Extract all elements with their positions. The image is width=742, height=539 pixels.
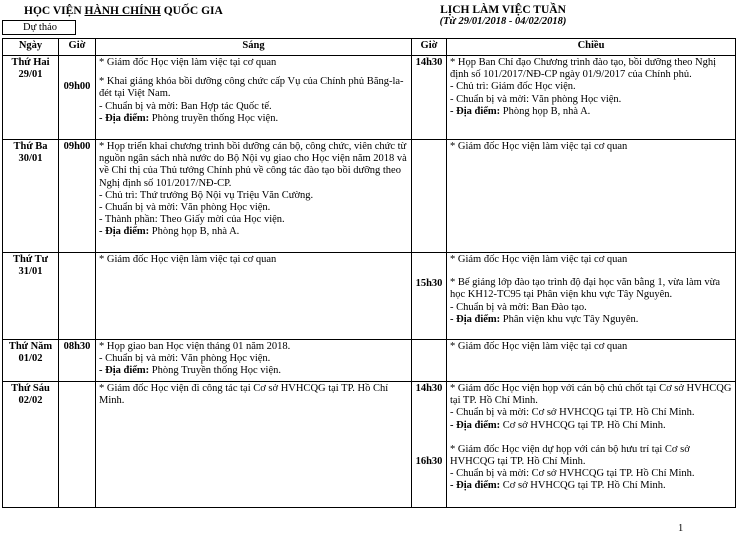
time-value: 14h30 bbox=[415, 57, 443, 68]
afternoon-time-cell bbox=[412, 253, 447, 340]
event-detail: - Chuẩn bị và mời: Văn phòng Học viện. bbox=[99, 202, 271, 214]
afternoon-cell bbox=[447, 56, 736, 140]
event-text: * Họp Ban Chỉ đạo Chương trình đào tạo, bồi dưỡng theo Nghị định số 101/2017/NĐ-CP ngày 01/9/2017 của Chính phủ. bbox=[450, 57, 717, 81]
event-text: * Họp triển khai chương trình bồi dưỡng cán bộ, công chức, viên chức từ nguồn ngân sách nhà nước do Bộ Nội vụ giao cho Học viện năm 2018 và về Chỉ thị của Thủ tướng Chính phủ về công tác đào tạo bồi dưỡng theo Nghị định số 101/2017/NĐ-CP. bbox=[99, 141, 407, 189]
day-cell bbox=[3, 140, 59, 253]
event-text: * Giám đốc Học viện họp với cán bộ chủ chốt tại Cơ sở HVHCQG tại TP. Hồ Chí Minh. bbox=[450, 383, 732, 407]
schedule-title: LỊCH LÀM VIỆC TUẦN bbox=[440, 4, 566, 16]
afternoon-cell bbox=[447, 340, 736, 382]
morning-time-cell bbox=[59, 382, 96, 508]
col-header-afternoon: Chiều bbox=[447, 39, 736, 56]
time-value: 14h30 bbox=[415, 383, 443, 394]
org-name-part: HỌC VIỆN bbox=[24, 5, 85, 17]
event-detail: - Chuẩn bị và mời: Cơ sở HVHCQG tại TP. Hồ Chí Minh. bbox=[450, 468, 695, 480]
table-row bbox=[3, 56, 736, 140]
location-value: Phòng họp B, nhà A. bbox=[149, 226, 240, 238]
event-location bbox=[99, 365, 408, 377]
location-value: Phòng Truyền thống Học viện. bbox=[149, 365, 282, 377]
day-date: 30/01 bbox=[18, 153, 43, 165]
morning-cell bbox=[96, 340, 412, 382]
col-header-time: Giờ bbox=[59, 39, 96, 56]
day-date: 02/02 bbox=[18, 395, 43, 407]
event-detail: - Chủ trì: Giám đốc Học viện. bbox=[450, 81, 576, 93]
time-value: 16h30 bbox=[415, 456, 443, 468]
event-location bbox=[99, 226, 408, 238]
morning-cell bbox=[96, 56, 412, 140]
event-text: * Khai giảng khóa bồi dưỡng công chức cấp Vụ của Chính phủ Băng-la-đét tại Việt Nam. bbox=[99, 76, 404, 100]
time-value: 09h00 bbox=[63, 141, 91, 152]
event-text: * Giám đốc Học viện dự họp với cán bộ hưu trí tại Cơ sở HVHCQG tại TP. Hồ Chí Minh. bbox=[450, 443, 690, 468]
table-header-row bbox=[3, 39, 736, 56]
morning-cell bbox=[96, 140, 412, 253]
day-cell bbox=[3, 340, 59, 382]
morning-time-cell bbox=[59, 253, 96, 340]
day-date: 29/01 bbox=[18, 69, 43, 81]
event-location bbox=[450, 480, 732, 492]
page-number: 1 bbox=[678, 523, 684, 534]
event-detail: - Thành phần: Theo Giấy mời của Học viện. bbox=[99, 214, 285, 226]
table-row bbox=[3, 340, 736, 382]
afternoon-time-cell bbox=[412, 340, 447, 382]
col-header-day: Ngày bbox=[3, 39, 59, 56]
event-location bbox=[450, 314, 732, 326]
time-value: 09h00 bbox=[63, 81, 91, 92]
table-row bbox=[3, 382, 736, 508]
day-date: 01/02 bbox=[18, 353, 43, 365]
day-date: 31/01 bbox=[18, 266, 43, 278]
day-name: Thứ Ba bbox=[13, 141, 48, 152]
org-name-underlined: HÀNH CHÍNH bbox=[84, 5, 161, 17]
event-text: * Giám đốc Học viện làm việc tại cơ quan bbox=[450, 341, 628, 352]
location-value: Phân viện khu vực Tây Nguyên. bbox=[500, 313, 639, 325]
morning-time-cell bbox=[59, 56, 96, 140]
afternoon-time-cell bbox=[412, 56, 447, 140]
location-value: Cơ sở HVHCQG tại TP. Hồ Chí Minh. bbox=[500, 480, 666, 492]
time-value: 08h30 bbox=[63, 341, 91, 352]
event-detail: - Chuẩn bị và mời: Văn phòng Học viện. bbox=[450, 93, 622, 105]
day-name: Thứ Năm bbox=[8, 341, 53, 352]
schedule-heading bbox=[428, 4, 578, 27]
afternoon-cell bbox=[447, 382, 736, 508]
day-name: Thứ Hai bbox=[11, 57, 50, 68]
table-row bbox=[3, 140, 736, 253]
draft-label: Dự thảo bbox=[2, 20, 76, 35]
event-detail: - Chuẩn bị và mời: Cơ sở HVHCQG tại TP. Hồ Chí Minh. bbox=[450, 407, 695, 419]
morning-cell bbox=[96, 253, 412, 340]
day-name: Thứ Tư bbox=[13, 254, 48, 265]
weekly-schedule-table bbox=[2, 38, 736, 508]
morning-cell bbox=[96, 382, 412, 508]
location-label: - Địa điểm: bbox=[450, 105, 501, 117]
location-label: - Địa điểm: bbox=[450, 419, 501, 431]
org-name bbox=[24, 5, 223, 17]
time-value: 15h30 bbox=[415, 278, 443, 289]
day-cell bbox=[3, 382, 59, 508]
location-label: - Địa điểm: bbox=[450, 313, 501, 325]
day-cell bbox=[3, 253, 59, 340]
morning-time-cell bbox=[59, 340, 96, 382]
afternoon-time-cell bbox=[412, 140, 447, 253]
event-text: * Bế giảng lớp đào tạo trình độ đại học văn bằng 1, vừa làm vừa học KH12-TC95 tại Phân viện khu vực Tây Nguyên. bbox=[450, 277, 721, 301]
event-detail: - Chuẩn bị và mời: Ban Đào tạo. bbox=[450, 301, 587, 313]
event-text: * Giám đốc Học viện đi công tác tại Cơ sở HVHCQG tại TP. Hồ Chí Minh. bbox=[99, 383, 389, 407]
event-location bbox=[450, 420, 732, 432]
event-text: * Giám đốc Học viện làm việc tại cơ quan bbox=[99, 57, 277, 68]
schedule-date-range: (Từ 29/01/2018 - 04/02/2018) bbox=[439, 16, 567, 27]
event-text: * Họp giao ban Học viện tháng 01 năm 2018. bbox=[99, 341, 291, 352]
event-text: * Giám đốc Học viện làm việc tại cơ quan bbox=[450, 141, 628, 152]
col-header-morning: Sáng bbox=[96, 39, 412, 56]
location-value: Phòng họp B, nhà A. bbox=[500, 105, 591, 117]
afternoon-cell bbox=[447, 253, 736, 340]
event-location bbox=[450, 106, 732, 118]
event-location bbox=[99, 113, 408, 125]
location-value: Cơ sở HVHCQG tại TP. Hồ Chí Minh. bbox=[500, 419, 666, 431]
event-text: * Giám đốc Học viện làm việc tại cơ quan bbox=[450, 254, 628, 265]
location-label: - Địa điểm: bbox=[99, 226, 150, 238]
event-detail: - Chủ trì: Thứ trưởng Bộ Nội vụ Triệu Văn Cường. bbox=[99, 189, 314, 201]
event-text: * Giám đốc Học viện làm việc tại cơ quan bbox=[99, 254, 277, 265]
morning-time-cell bbox=[59, 140, 96, 253]
location-label: - Địa điểm: bbox=[99, 365, 150, 377]
event-detail: - Chuẩn bị và mời: Văn phòng Học viện. bbox=[99, 353, 271, 365]
afternoon-time-cell bbox=[412, 382, 447, 508]
org-name-part: QUỐC GIA bbox=[160, 5, 223, 17]
afternoon-cell bbox=[447, 140, 736, 253]
col-header-time2: Giờ bbox=[412, 39, 447, 56]
day-cell bbox=[3, 56, 59, 140]
event-detail: - Chuẩn bị và mời: Ban Hợp tác Quốc tế. bbox=[99, 100, 272, 112]
table-row bbox=[3, 253, 736, 340]
location-label: - Địa điểm: bbox=[99, 112, 150, 124]
day-name: Thứ Sáu bbox=[11, 383, 50, 394]
location-value: Phòng truyền thống Học viện. bbox=[149, 112, 279, 124]
location-label: - Địa điểm: bbox=[450, 480, 501, 492]
